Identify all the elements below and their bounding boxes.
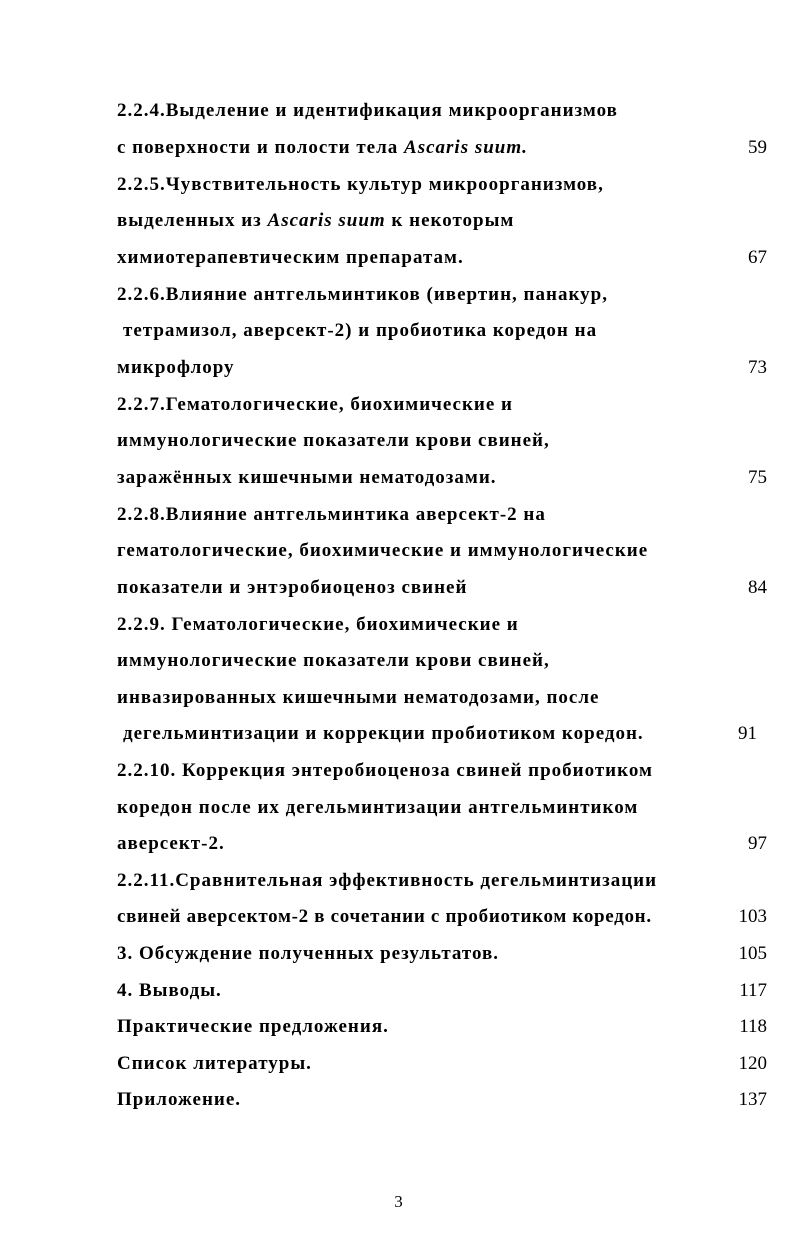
toc-appendix-page: 137 bbox=[738, 1089, 767, 1110]
toc-2-2-9-line-4: дегельминтизации и коррекции пробиотиком коредон. bbox=[123, 723, 644, 744]
toc-2-2-8-line-2: гематологические, биохимические и иммунологические bbox=[117, 540, 649, 561]
toc-2-2-7-line-3: заражённых кишечными нематодозами. bbox=[117, 467, 497, 488]
toc-2-2-9-line-2: иммунологические показатели крови свиней, bbox=[117, 650, 550, 671]
toc-appendix: Приложение. bbox=[117, 1089, 242, 1110]
toc-2-2-10-line-3: аверсект-2. bbox=[117, 833, 225, 854]
toc-2-2-10-line-2: коредон после их дегельминтизации антгельминтиком bbox=[117, 797, 639, 818]
toc-2-2-5-line-3: химиотерапевтическим препаратам. bbox=[117, 247, 464, 268]
toc-2-2-5-line-1: 2.2.5.Чувствительность культур микроорганизмов, bbox=[117, 174, 604, 195]
toc-literature-page: 120 bbox=[738, 1053, 767, 1074]
toc-2-2-7-line-1: 2.2.7.Гематологические, биохимические и bbox=[117, 394, 514, 415]
toc-2-2-11-line-1: 2.2.11.Сравнительная эффективность дегельминтизации bbox=[117, 870, 658, 891]
toc-2-2-4-page: 59 bbox=[748, 137, 767, 158]
toc-2-2-11-line-2: свиней аверсектом-2 в сочетании с пробиотиком коредон. bbox=[117, 906, 652, 927]
toc-2-2-8-page: 84 bbox=[748, 577, 767, 598]
toc-2-2-6-page: 73 bbox=[748, 357, 767, 378]
toc-3-page: 105 bbox=[738, 943, 767, 964]
toc-4-page: 117 bbox=[739, 980, 767, 1001]
toc-2-2-9-line-1: 2.2.9. Гематологические, биохимические и bbox=[117, 614, 519, 635]
toc-2-2-8-line-1: 2.2.8.Влияние антгельминтика аверсект-2 на bbox=[117, 504, 546, 525]
toc-2-2-6-line-2: тетрамизол, аверсект-2) и пробиотика коредон на bbox=[123, 320, 598, 341]
toc-2-2-10-page: 97 bbox=[748, 833, 767, 854]
toc-3-discussion: 3. Обсуждение полученных результатов. bbox=[117, 943, 500, 964]
toc-2-2-7-page: 75 bbox=[748, 467, 767, 488]
toc-2-2-5-page: 67 bbox=[748, 247, 767, 268]
toc-2-2-9-page: 91 bbox=[738, 723, 757, 744]
toc-practical-proposals: Практические предложения. bbox=[117, 1016, 389, 1037]
toc-practical-page: 118 bbox=[739, 1016, 767, 1037]
toc-2-2-6-line-1: 2.2.6.Влияние антгельминтиков (ивертин, панакур, bbox=[117, 284, 608, 305]
page-number: 3 bbox=[394, 1192, 403, 1211]
toc-2-2-4-line-2: с поверхности и полости тела Ascaris suum. bbox=[117, 137, 528, 158]
toc-2-2-7-line-2: иммунологические показатели крови свиней, bbox=[117, 430, 550, 451]
toc-2-2-8-line-3: показатели и энтэробиоценоз свиней bbox=[117, 577, 468, 598]
toc-4-conclusions: 4. Выводы. bbox=[117, 980, 222, 1001]
toc-2-2-4-line-1: 2.2.4.Выделение и идентификация микроорганизмов bbox=[117, 100, 618, 121]
toc-2-2-5-line-2: выделенных из Ascaris suum к некоторым bbox=[117, 210, 515, 231]
toc-2-2-10-line-1: 2.2.10. Коррекция энтеробиоценоза свиней пробиотиком bbox=[117, 760, 653, 781]
toc-2-2-9-line-3: инвазированных кишечными нематодозами, после bbox=[117, 687, 600, 708]
toc-2-2-6-line-3: микрофлору bbox=[117, 357, 235, 378]
toc-2-2-11-page: 103 bbox=[738, 906, 767, 927]
toc-literature: Список литературы. bbox=[117, 1053, 312, 1074]
